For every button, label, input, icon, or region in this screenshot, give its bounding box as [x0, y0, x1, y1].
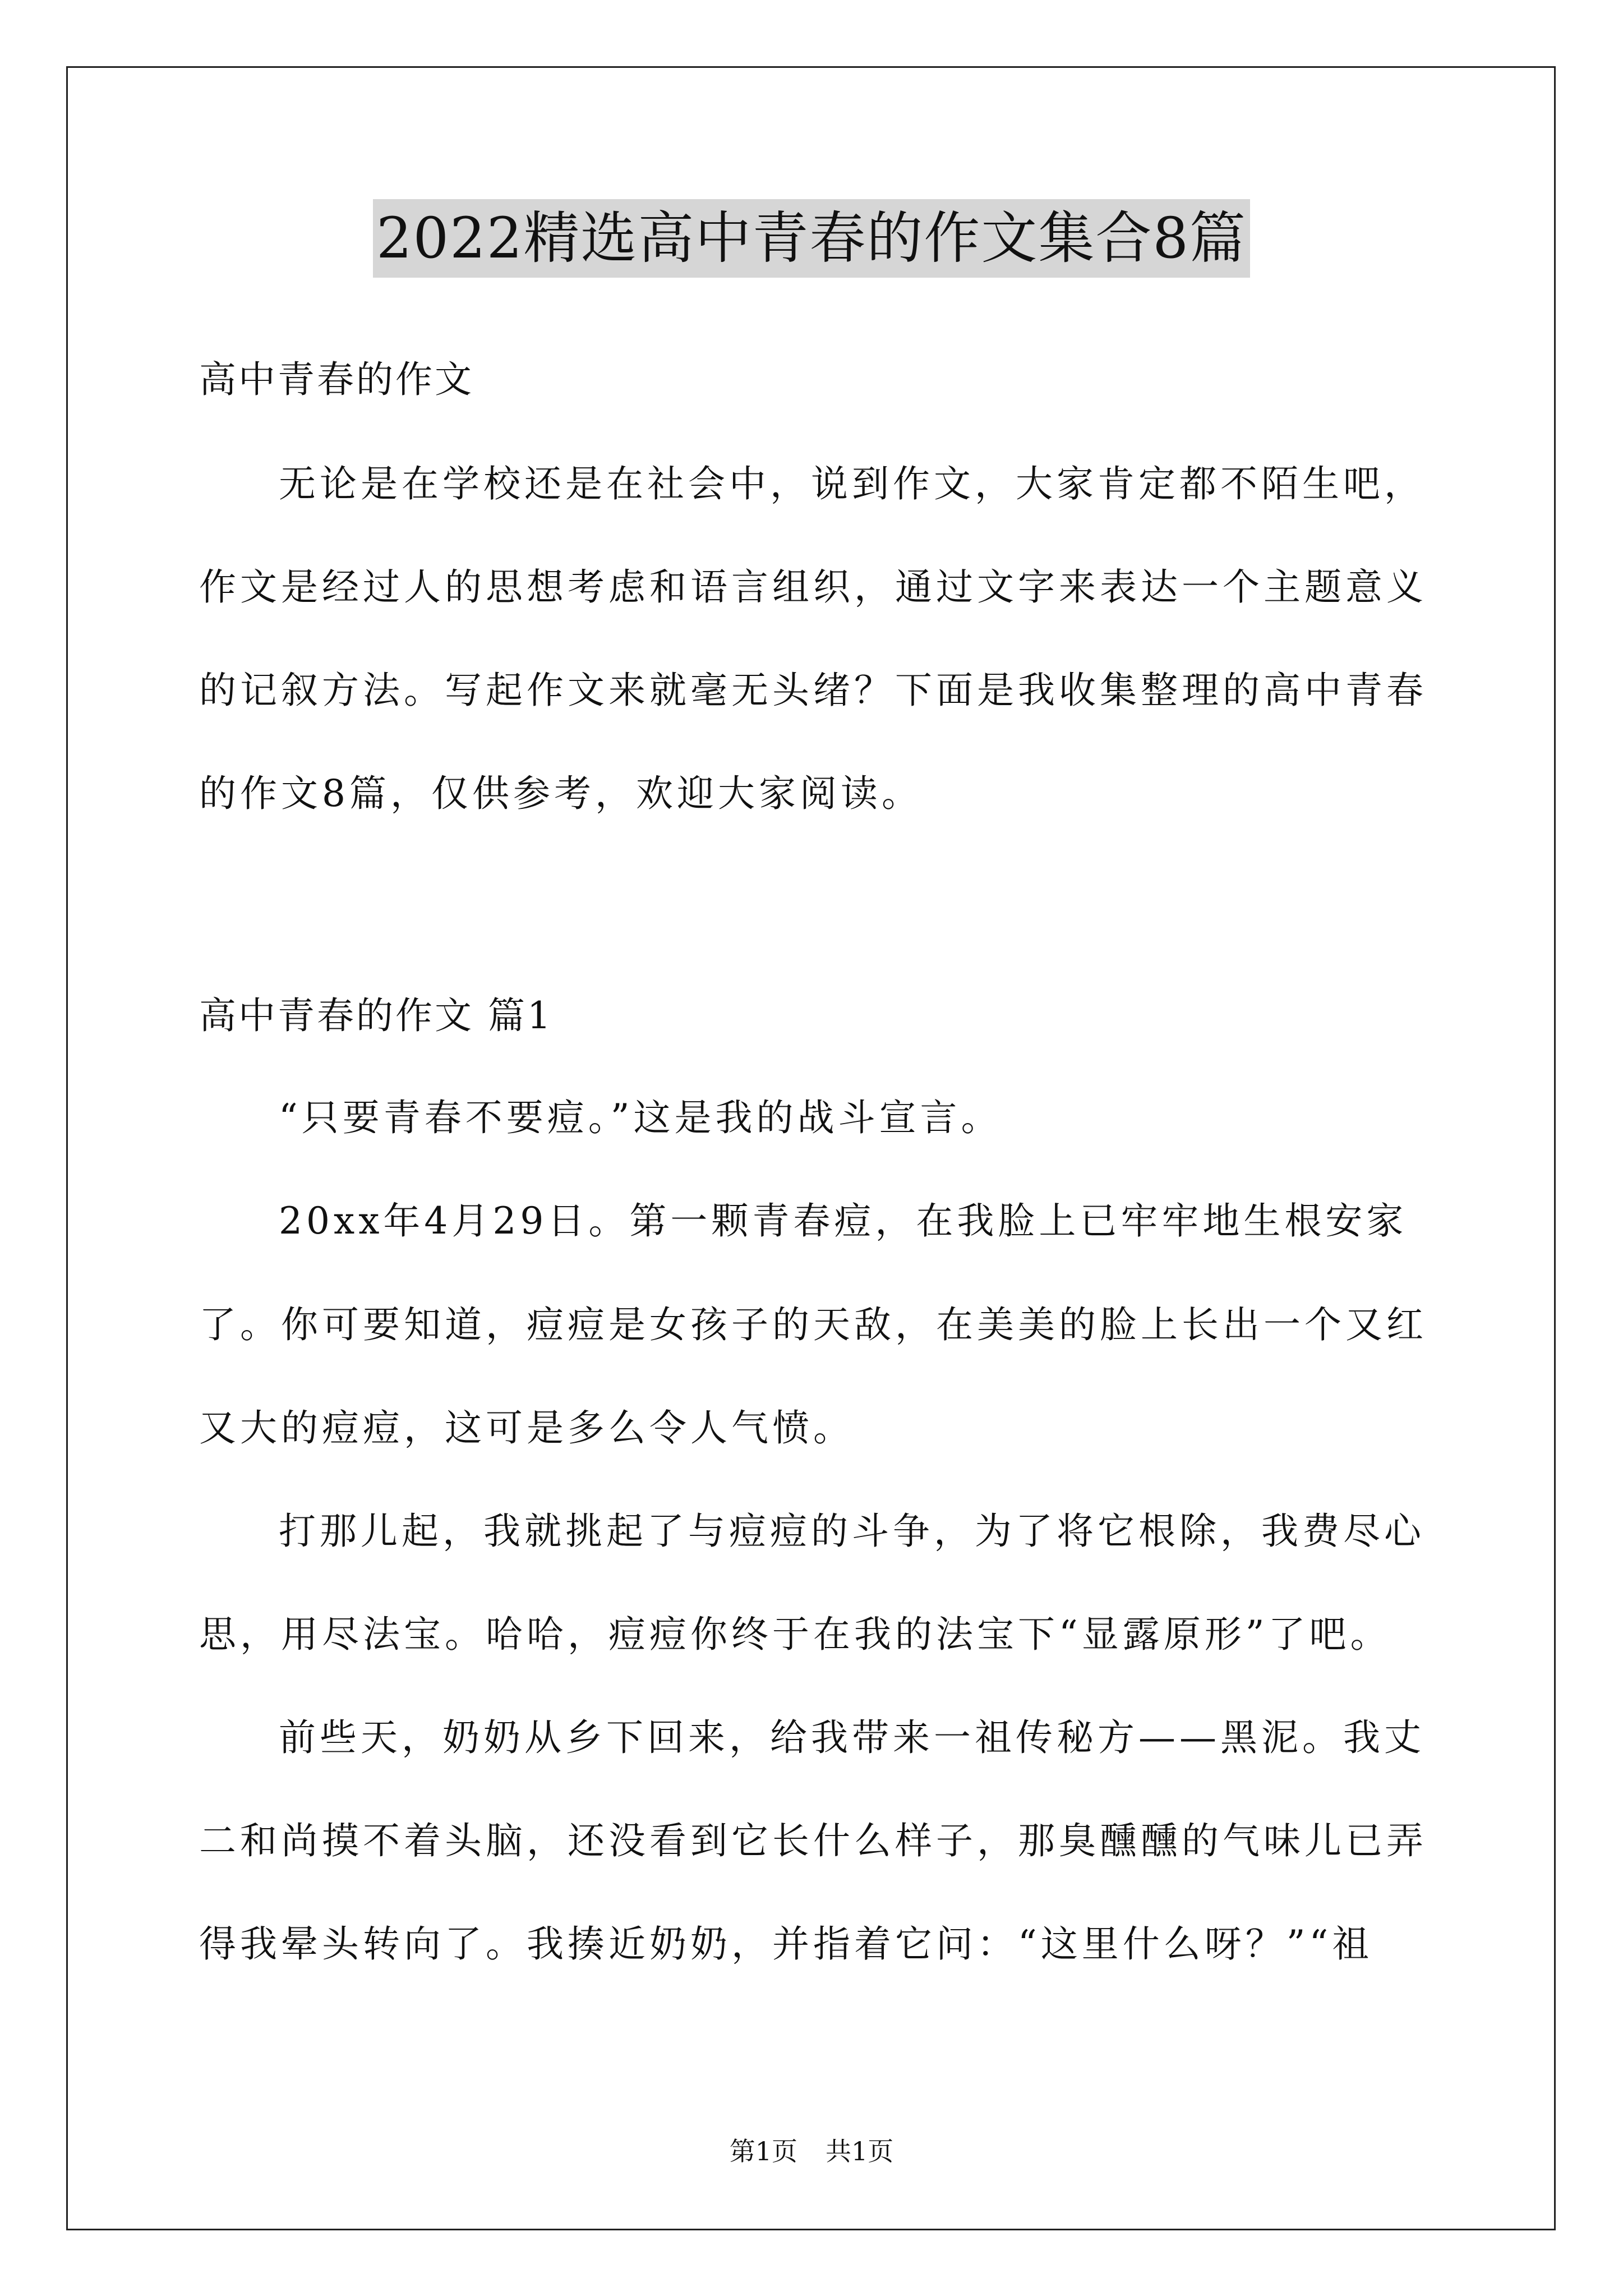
intro-line: 无论是在学校还是在社会中，说到作文，大家肯定都不陌生吧，: [279, 462, 1425, 505]
intro-heading: 高中青春的作文: [199, 358, 474, 401]
section-line: 二和尚摸不着头脑，还没看到它长什么样子，那臭醺醺的气味儿已弄: [199, 1819, 1427, 1862]
section-line: 打那儿起，我就挑起了与痘痘的斗争，为了将它根除，我费尽心: [279, 1510, 1425, 1553]
intro-line: 的记叙方法。写起作文来就毫无头绪？下面是我收集整理的高中青春: [199, 669, 1427, 712]
document-title: 2022精选高中青春的作文集合8篇: [373, 199, 1250, 278]
section-heading: 高中青春的作文 篇1: [199, 994, 553, 1037]
section-line: 又大的痘痘，这可是多么令人气愤。: [199, 1406, 854, 1450]
section-line: 思，用尽法宝。哈哈，痘痘你终于在我的法宝下“显露原形”了吧。: [199, 1613, 1391, 1656]
section-line: “只要青春不要痘。”这是我的战斗宣言。: [279, 1096, 1002, 1139]
page-number-total: 共1页: [826, 2136, 894, 2166]
page-footer: [0, 2134, 1623, 2168]
intro-line: 的作文8篇，仅供参考，欢迎大家阅读。: [199, 772, 923, 815]
section-line: 了。你可要知道，痘痘是女孩子的天敌，在美美的脸上长出一个又红: [199, 1303, 1427, 1346]
section-line: 20xx年4月29日。第一颗青春痘，在我脸上已牢牢地生根安家: [279, 1199, 1408, 1243]
page-number-current: 第1页: [729, 2136, 797, 2166]
section-line: 得我晕头转向了。我揍近奶奶，并指着它问：“这里什么呀？”“祖: [199, 1922, 1373, 1966]
section-line: 前些天，奶奶从乡下回来，给我带来一祖传秘方——黑泥。我丈: [279, 1716, 1425, 1759]
title-container: [0, 199, 1623, 278]
intro-line: 作文是经过人的思想考虑和语言组织，通过文字来表达一个主题意义: [199, 565, 1427, 609]
